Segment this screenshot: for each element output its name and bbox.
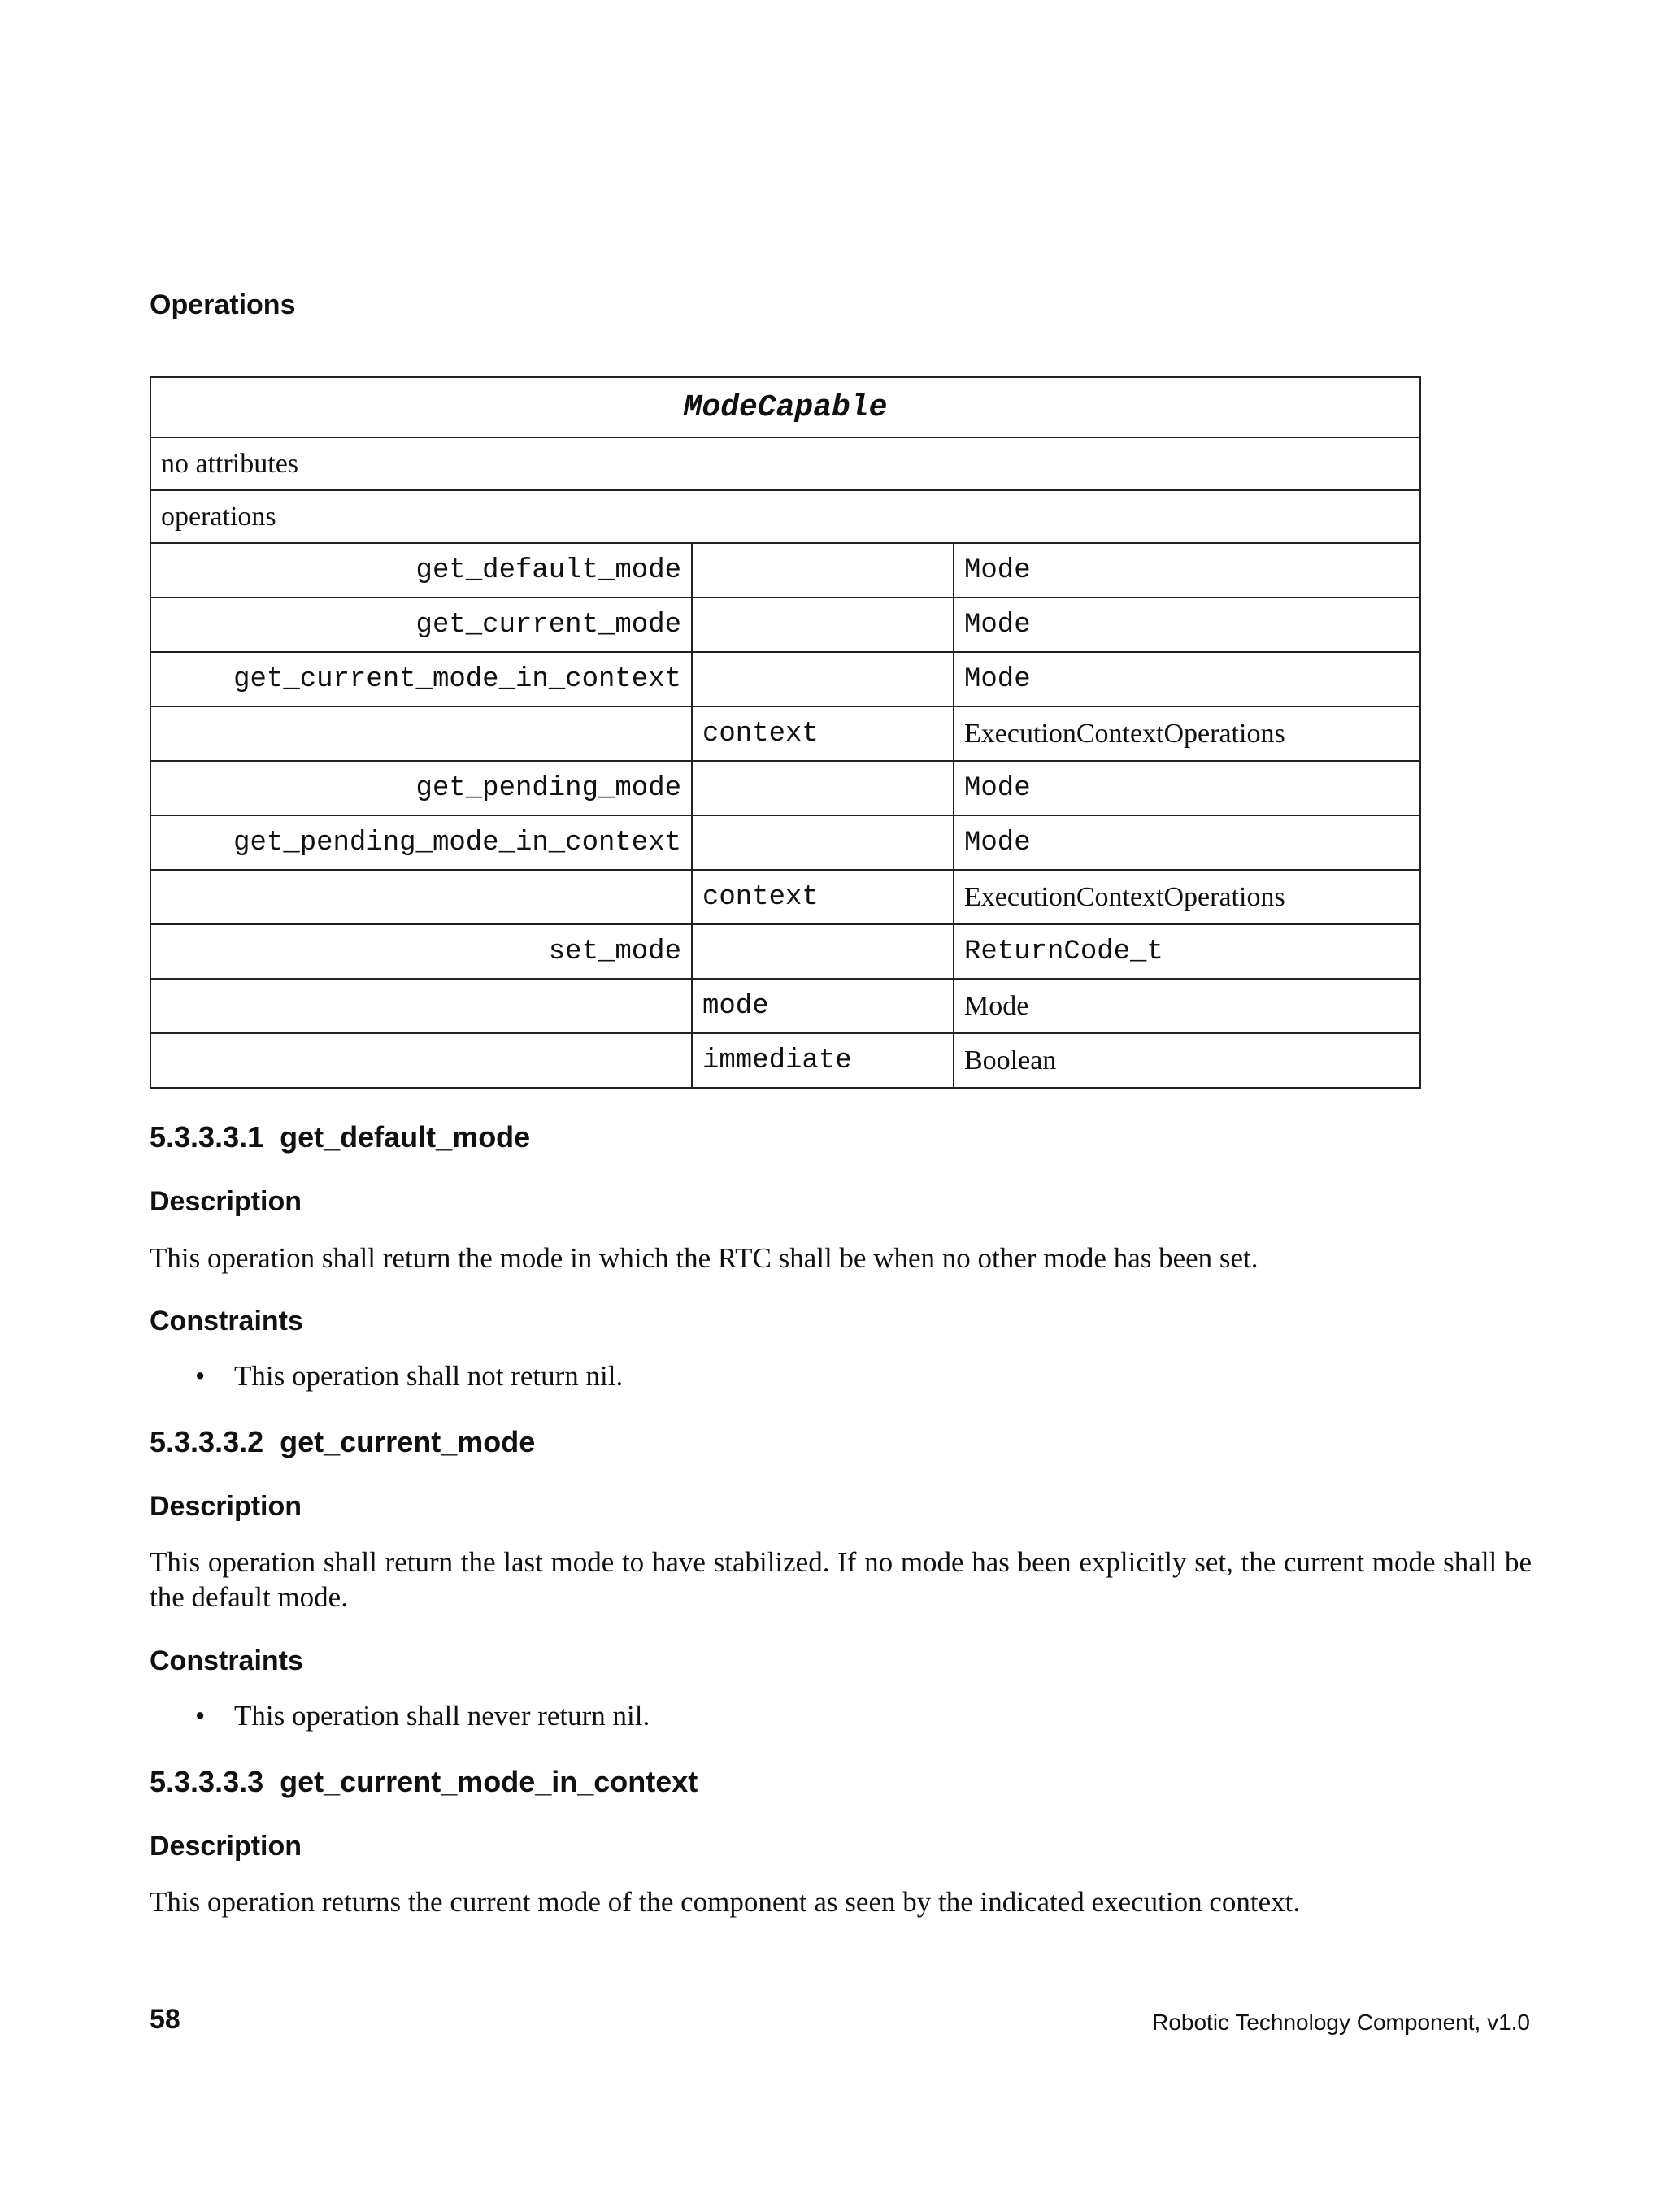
operation-name: get_pending_mode_in_context	[150, 815, 692, 870]
attributes-label: no attributes	[150, 437, 1420, 490]
operation-name	[150, 1033, 692, 1088]
operations-row	[150, 490, 1420, 543]
operation-type: ExecutionContextOperations	[954, 706, 1420, 761]
operation-type: Mode	[954, 761, 1420, 815]
operation-row	[150, 870, 1420, 924]
section-title: get_default_mode	[280, 1120, 531, 1154]
operation-row	[150, 979, 1420, 1033]
operations-heading: Operations	[150, 289, 296, 320]
description-label: Description	[150, 1491, 302, 1522]
operation-param: context	[692, 706, 954, 761]
section-heading-3	[150, 1765, 698, 1799]
operation-type: ExecutionContextOperations	[954, 870, 1420, 924]
operation-name: get_current_mode_in_context	[150, 652, 692, 706]
page-number: 58	[150, 2004, 180, 2035]
modecapable-class-table	[150, 376, 1421, 1089]
operation-name: get_default_mode	[150, 543, 692, 598]
section-heading-2	[150, 1425, 535, 1459]
operation-name: get_current_mode	[150, 598, 692, 652]
section-title: get_current_mode_in_context	[280, 1765, 698, 1798]
description-text: This operation returns the current mode of the component as seen by the indicated execution context.	[150, 1886, 1301, 1918]
operation-param	[692, 815, 954, 870]
operation-param	[692, 761, 954, 815]
operation-row	[150, 543, 1420, 598]
description-label: Description	[150, 1186, 302, 1217]
table-title-row	[150, 377, 1420, 437]
operation-type: Mode	[954, 815, 1420, 870]
operation-row	[150, 761, 1420, 815]
operation-param	[692, 652, 954, 706]
operation-row	[150, 924, 1420, 979]
bullet-marker: •	[195, 1360, 206, 1392]
operation-param: mode	[692, 979, 954, 1033]
operation-row	[150, 1033, 1420, 1088]
operation-type: Mode	[954, 598, 1420, 652]
operation-type: Mode	[954, 979, 1420, 1033]
constraint-text: This operation shall not return nil.	[234, 1360, 624, 1392]
operation-name: get_pending_mode	[150, 761, 692, 815]
section-title: get_current_mode	[280, 1425, 536, 1458]
description-text: This operation shall return the last mode to have stabilized. If no mode has been explicitly set, the current mode shall be the default mode.	[150, 1546, 1532, 1613]
constraint-text: This operation shall never return nil.	[234, 1700, 650, 1732]
document-title: Robotic Technology Component, v1.0	[1152, 2010, 1530, 2035]
class-name: ModeCapable	[683, 389, 888, 425]
operation-param	[692, 598, 954, 652]
section-number: 5.3.3.3.2	[150, 1425, 264, 1458]
operation-type: Mode	[954, 652, 1420, 706]
bullet-marker: •	[195, 1700, 206, 1732]
constraints-label: Constraints	[150, 1645, 303, 1676]
operation-name: set_mode	[150, 924, 692, 979]
operation-param	[692, 543, 954, 598]
operation-row	[150, 815, 1420, 870]
operation-param: context	[692, 870, 954, 924]
section-number: 5.3.3.3.3	[150, 1765, 264, 1798]
section-heading-1	[150, 1120, 530, 1154]
operation-row	[150, 706, 1420, 761]
operation-param	[692, 924, 954, 979]
operations-label: operations	[150, 490, 1420, 543]
operation-name	[150, 706, 692, 761]
operation-row	[150, 598, 1420, 652]
operation-type: ReturnCode_t	[954, 924, 1420, 979]
operation-param: immediate	[692, 1033, 954, 1088]
constraints-label: Constraints	[150, 1306, 303, 1336]
operation-type: Mode	[954, 543, 1420, 598]
operation-row	[150, 652, 1420, 706]
description-label: Description	[150, 1831, 302, 1862]
operation-name	[150, 979, 692, 1033]
operation-type: Boolean	[954, 1033, 1420, 1088]
section-number: 5.3.3.3.1	[150, 1120, 264, 1154]
operation-name	[150, 870, 692, 924]
attributes-row	[150, 437, 1420, 490]
description-text: This operation shall return the mode in which the RTC shall be when no other mode has been set.	[150, 1242, 1259, 1274]
